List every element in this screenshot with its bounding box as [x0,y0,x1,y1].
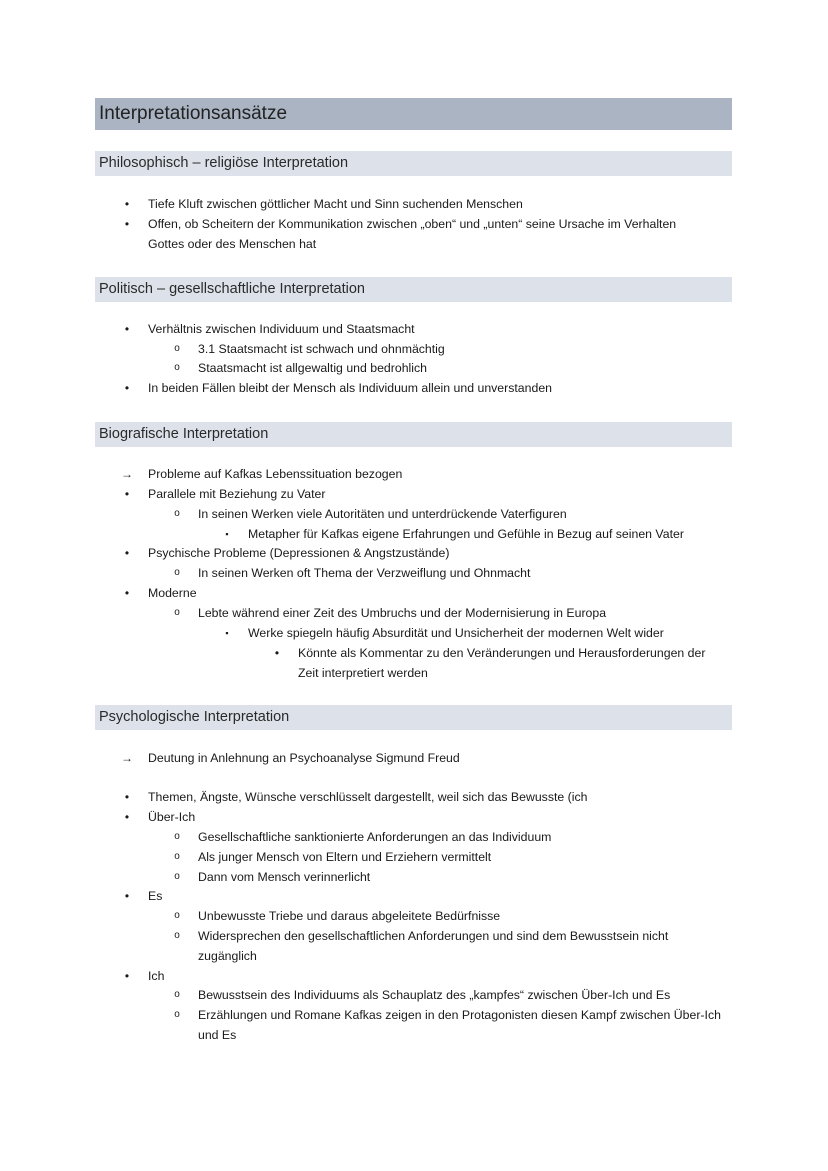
list-item-text: Dann vom Mensch verinnerlicht [198,870,371,884]
section-heading: Psychologische Interpretation [95,705,732,730]
arrow-icon: → [121,467,133,481]
list-item-text: In seinen Werken viele Autoritäten und unterdrückende Vaterfiguren [198,507,567,521]
circle-bullet-icon: o [174,607,180,618]
list-item-text: Erzählungen und Romane Kafkas zeigen in den Protagonisten diesen Kampf zwischen Über-Ich [198,1008,721,1022]
circle-bullet-icon: o [174,362,180,373]
bullet-icon: • [124,546,130,560]
circle-bullet-icon: o [174,567,180,578]
list-item-text: Deutung in Anlehnung an Psychoanalyse Sigmund Freud [148,751,460,765]
arrow-icon: → [121,751,133,765]
circle-bullet-icon: o [174,343,180,354]
list-item-text: In seinen Werken oft Thema der Verzweiflung und Ohnmacht [198,566,531,580]
bullet-icon: • [274,646,280,660]
list-item-text: Als junger Mensch von Eltern und Erziehern vermittelt [198,850,492,864]
list-item-text: Tiefe Kluft zwischen göttlicher Macht und Sinn suchenden Menschen [148,197,523,211]
list-item-text: Bewusstsein des Individuums als Schauplatz des „kampfes“ zwischen Über-Ich und Es [198,988,671,1002]
section-heading: Biografische Interpretation [95,422,732,447]
circle-bullet-icon: o [174,1009,180,1020]
bullet-icon: • [124,810,130,824]
section-heading: Politisch – gesellschaftliche Interpretation [95,277,732,302]
circle-bullet-icon: o [174,989,180,1000]
circle-bullet-icon: o [174,851,180,862]
bullet-icon: • [124,969,130,983]
square-bullet-icon: ▪ [225,529,229,539]
list-item-text: Über-Ich [148,810,196,824]
page-title: Interpretationsansätze [95,98,732,130]
circle-bullet-icon: o [174,508,180,519]
circle-bullet-icon: o [174,871,180,882]
bullet-icon: • [124,322,130,336]
list-item-text: Gottes oder des Menschen hat [148,237,317,251]
list-item-text: Es [148,889,163,903]
square-bullet-icon: ▪ [225,628,229,638]
section-heading: Philosophisch – religiöse Interpretation [95,151,732,176]
list-item-text: Themen, Ängste, Wünsche verschlüsselt dargestellt, weil sich das Bewusste (ich [148,790,588,804]
circle-bullet-icon: o [174,910,180,921]
bullet-icon: • [124,381,130,395]
list-item-text: zugänglich [198,949,257,963]
bullet-icon: • [124,790,130,804]
bullet-icon: • [124,217,130,231]
list-item-text: und Es [198,1028,237,1042]
list-item-text: Könnte als Kommentar zu den Veränderungen und Herausforderungen der [298,646,706,660]
list-item-text: Verhältnis zwischen Individuum und Staatsmacht [148,322,415,336]
list-item-text: Psychische Probleme (Depressionen & Angstzustände) [148,546,450,560]
list-item-text: Werke spiegeln häufig Absurdität und Unsicherheit der modernen Welt wider [248,626,664,640]
list-item-text: Widersprechen den gesellschaftlichen Anforderungen und sind dem Bewusstsein nicht [198,929,669,943]
list-item-text: Zeit interpretiert werden [298,666,428,680]
list-item-text: Probleme auf Kafkas Lebenssituation bezogen [148,467,403,481]
list-item-text: Unbewusste Triebe und daraus abgeleitete Bedürfnisse [198,909,501,923]
bullet-icon: • [124,487,130,501]
list-item-text: Lebte während einer Zeit des Umbruchs und der Modernisierung in Europa [198,606,607,620]
list-item-text: Offen, ob Scheitern der Kommunikation zwischen „oben“ und „unten“ seine Ursache im Verhalten [148,217,677,231]
list-item-text: Staatsmacht ist allgewaltig und bedrohlich [198,361,427,375]
list-item-text: Parallele mit Beziehung zu Vater [148,487,326,501]
circle-bullet-icon: o [174,831,180,842]
circle-bullet-icon: o [174,930,180,941]
list-item-text: In beiden Fällen bleibt der Mensch als Individuum allein und unverstanden [148,381,553,395]
bullet-icon: • [124,889,130,903]
list-item-text: Moderne [148,586,197,600]
list-item-text: Ich [148,969,165,983]
bullet-icon: • [124,197,130,211]
list-item-text: 3.1 Staatsmacht ist schwach und ohnmächtig [198,342,445,356]
bullet-icon: • [124,586,130,600]
list-item-text: Metapher für Kafkas eigene Erfahrungen und Gefühle in Bezug auf seinen Vater [248,527,684,541]
list-item-text: Gesellschaftliche sanktionierte Anforderungen an das Individuum [198,830,552,844]
